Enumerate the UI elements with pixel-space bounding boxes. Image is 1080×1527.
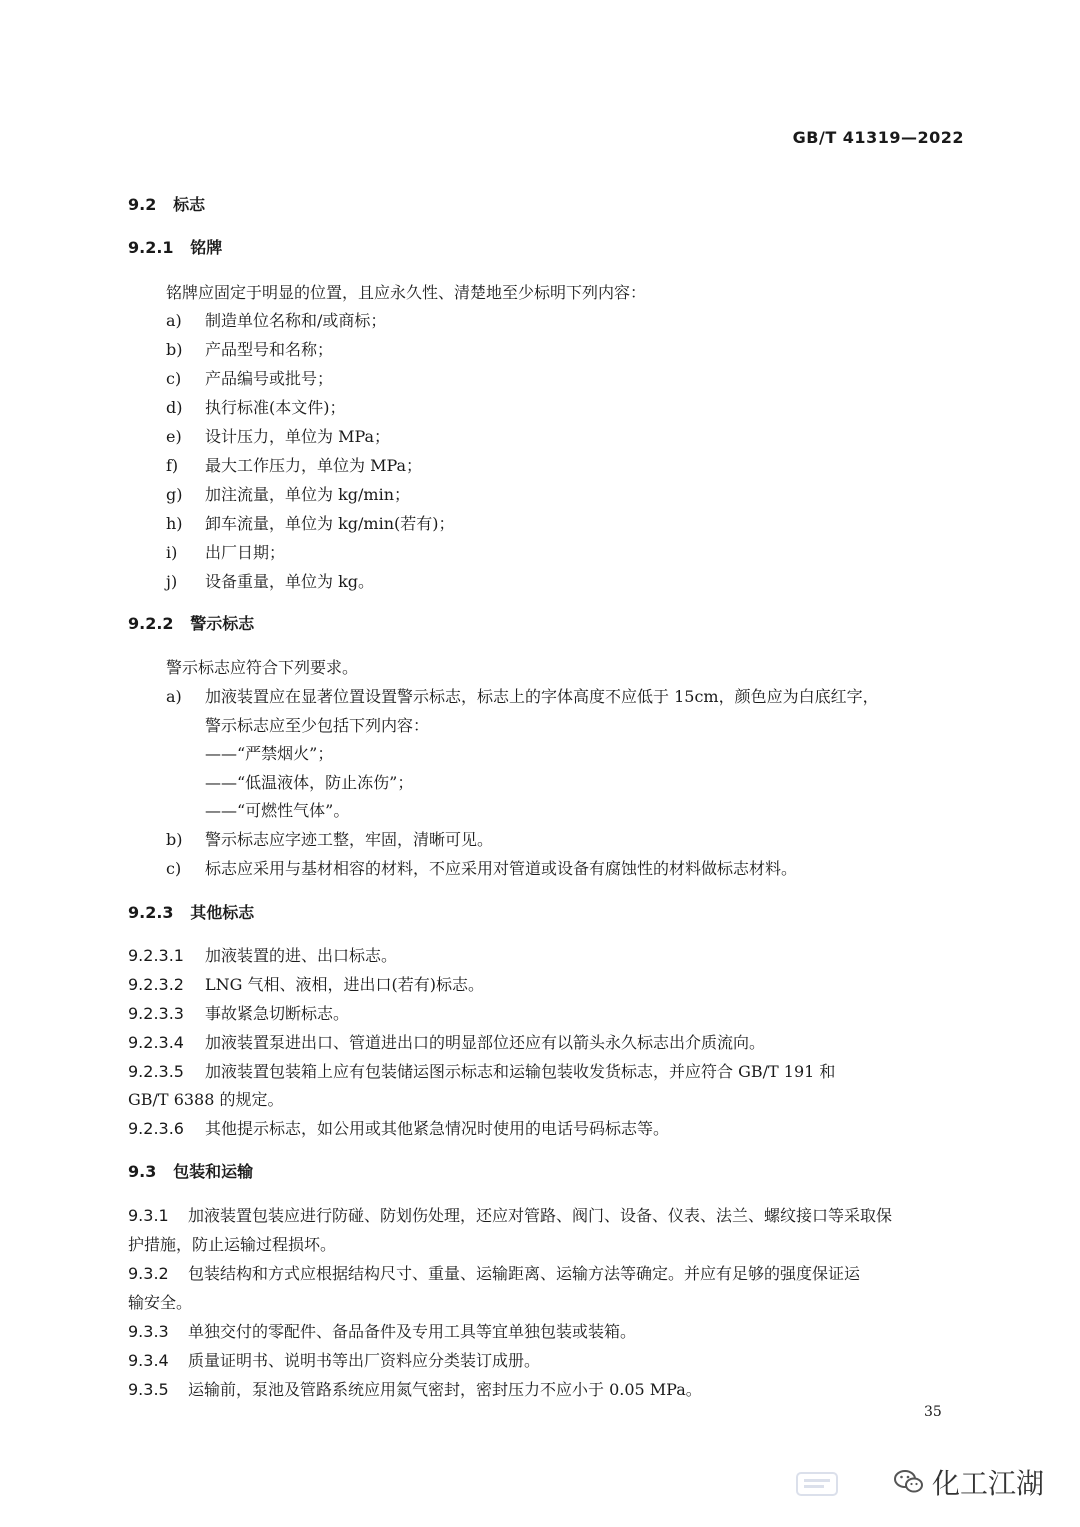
clause-number: 9.2.3.3: [128, 1004, 184, 1023]
list-marker: a): [166, 687, 182, 706]
list-item: 设计压力，单位为 MPa；: [205, 427, 391, 446]
clause-text: 加液装置包装箱上应有包装储运图示标志和运输包装收发货标志，并应符合 GB/T 191 和: [205, 1062, 836, 1081]
section-title: 包装和运输: [173, 1162, 254, 1181]
list-item: 警示标志应字迹工整，牢固，清晰可见。: [205, 830, 494, 849]
list-marker: j): [166, 572, 178, 591]
clause-number: 9.2.3.5: [128, 1062, 184, 1081]
clause-number: 9.2.3.6: [128, 1119, 184, 1138]
dash-item: ——“严禁烟火”；: [205, 744, 334, 763]
section-9-3-heading: [128, 1161, 253, 1183]
clause-continuation: 输安全。: [128, 1293, 193, 1312]
list-item: 设备重量，单位为 kg。: [205, 572, 375, 591]
list-item: 标志应采用与基材相容的材料，不应采用对管道或设备有腐蚀性的材料做标志材料。: [205, 859, 798, 878]
section-number: 9.2.3: [128, 903, 174, 922]
list-marker: b): [166, 830, 183, 849]
clause-number: 9.3.1: [128, 1206, 169, 1225]
list-marker: e): [166, 427, 182, 446]
list-marker: h): [166, 514, 183, 533]
section-9-2-1-heading: [128, 237, 222, 259]
list-item: 加液装置应在显著位置设置警示标志，标志上的字体高度不应低于 15cm，颜色应为白底红字，: [205, 687, 879, 706]
section-9-2-2-heading: [128, 613, 254, 635]
list-item: 最大工作压力，单位为 MPa；: [205, 456, 423, 475]
list-marker: c): [166, 369, 182, 388]
clause-text: 加液装置泵进出口、管道进出口的明显部位还应有以箭头永久标志出介质流向。: [205, 1033, 766, 1052]
paragraph: 警示标志应符合下列要求。: [166, 658, 359, 677]
section-number: 9.3: [128, 1162, 157, 1181]
clause-number: 9.2.3.1: [128, 946, 184, 965]
section-number: 9.2.1: [128, 238, 174, 257]
list-marker: i): [166, 543, 178, 562]
list-item: 卸车流量，单位为 kg/min(若有)；: [205, 514, 455, 533]
list-item: 执行标准(本文件)；: [205, 398, 346, 417]
clause-text: 加液装置的进、出口标志。: [205, 946, 398, 965]
section-title: 铭牌: [190, 238, 223, 257]
list-marker: d): [166, 398, 183, 417]
clause-number: 9.2.3.4: [128, 1033, 184, 1052]
list-item-continuation: 警示标志应至少包括下列内容：: [205, 716, 430, 735]
list-marker: c): [166, 859, 182, 878]
clause-number: 9.3.2: [128, 1264, 169, 1283]
section-title: 警示标志: [190, 614, 255, 633]
watermark: [894, 1462, 1044, 1502]
clause-text: 其他提示标志，如公用或其他紧急情况时使用的电话号码标志等。: [205, 1119, 670, 1138]
clause-number: 9.3.4: [128, 1351, 169, 1370]
paragraph: 铭牌应固定于明显的位置，且应永久性、清楚地至少标明下列内容：: [166, 283, 647, 302]
clause-number: 9.3.3: [128, 1322, 169, 1341]
dash-item: ——“可燃性气体”。: [205, 801, 350, 820]
list-item: 制造单位名称和/或商标；: [205, 311, 387, 330]
section-title: 其他标志: [190, 903, 255, 922]
list-marker: a): [166, 311, 182, 330]
section-number: 9.2.2: [128, 614, 174, 633]
clause-text: 运输前，泵池及管路系统应用氮气密封，密封压力不应小于 0.05 MPa。: [188, 1380, 702, 1399]
dash-item: ——“低温液体，防止冻伤”；: [205, 773, 414, 792]
section-9-2-heading: [128, 194, 205, 216]
list-item: 产品编号或批号；: [205, 369, 334, 388]
clause-text: 质量证明书、说明书等出厂资料应分类装订成册。: [188, 1351, 541, 1370]
clause-number: 9.2.3.2: [128, 975, 184, 994]
page-number: 35: [924, 1404, 942, 1420]
sac-logo-icon: [796, 1470, 838, 1498]
clause-continuation: GB/T 6388 的规定。: [128, 1090, 284, 1109]
clause-continuation: 护措施，防止运输过程损坏。: [128, 1235, 337, 1254]
wechat-icon: [894, 1469, 924, 1495]
list-item: 出厂日期；: [205, 543, 286, 562]
standard-number: GB/T 41319—2022: [792, 128, 964, 147]
section-9-2-3-heading: [128, 902, 254, 924]
clause-text: 单独交付的零配件、备品备件及专用工具等宜单独包装或装箱。: [188, 1322, 637, 1341]
watermark-text: 化工江湖: [931, 1467, 1044, 1500]
clause-number: 9.3.5: [128, 1380, 169, 1399]
list-item: 加注流量，单位为 kg/min；: [205, 485, 411, 504]
clause-text: LNG 气相、液相，进出口(若有)标志。: [205, 975, 484, 994]
clause-text: 包装结构和方式应根据结构尺寸、重量、运输距离、运输方法等确定。并应有足够的强度保证运: [188, 1264, 861, 1283]
list-marker: f): [166, 456, 179, 475]
list-marker: b): [166, 340, 183, 359]
section-number: 9.2: [128, 195, 157, 214]
list-item: 产品型号和名称；: [205, 340, 334, 359]
section-title: 标志: [173, 195, 206, 214]
clause-text: 事故紧急切断标志。: [205, 1004, 350, 1023]
clause-text: 加液装置包装应进行防碰、防划伤处理，还应对管路、阀门、设备、仪表、法兰、螺纹接口等采取保: [188, 1206, 893, 1225]
list-marker: g): [166, 485, 183, 504]
